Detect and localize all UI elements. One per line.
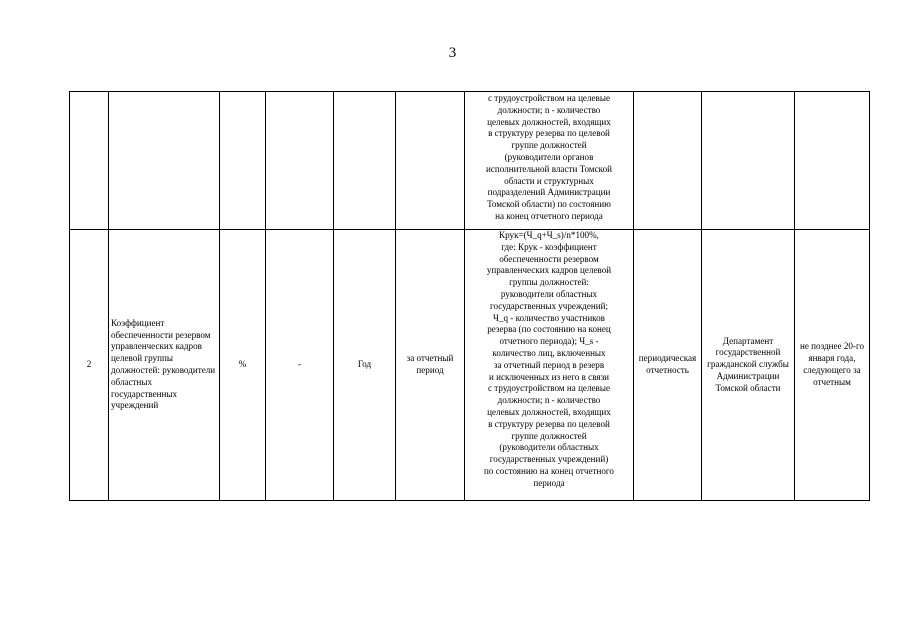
indicator-name-cell — [109, 92, 220, 230]
responsible-cell: Департамент государственной гражданской службы Администрации Томской области — [702, 230, 795, 501]
unit-cell — [220, 92, 266, 230]
periodicity-cell: Год — [334, 230, 396, 501]
table-row — [70, 92, 870, 230]
basic-value-cell — [266, 92, 334, 230]
row-number-cell — [70, 92, 109, 230]
row-number-cell: 2 — [70, 230, 109, 501]
responsible-cell — [702, 92, 795, 230]
calc-period-cell — [396, 92, 465, 230]
deadline-cell — [795, 92, 870, 230]
calculation-description-cell: с трудоустройством на целевые должности; n - количество целевых должностей, входящих в структуру резерва по целевой группе должностей (руководители органов исполнительной власти Томской области и структурных подразделений Администрации Томской области) по состоянию на конец отчетного периода — [465, 92, 634, 230]
collection-method-cell — [634, 92, 702, 230]
indicator-name-cell: Коэффициент обеспеченности резервом управленческих кадров целевой группы должностей: руководители областных государственных учреждений — [109, 230, 220, 501]
deadline-cell: не позднее 20-го января года, следующего за отчетным — [795, 230, 870, 501]
page-number: 3 — [448, 45, 457, 61]
calculation-description-cell: Крук=(Ч_q+Ч_s)/n*100%, где: Крук - коэффициент обеспеченности резервом управленческих кадров целевой группы должностей: руководители областных государственных учреждений; Ч_q - количество участников резерва (по состоянию на конец отчетного периода); Ч_s - количество лиц, включенных за отчетный период в резерв и исключенных из него в связи с трудоустройством на целевые должности; n - количество целевых должностей, входящих в структуру резерва по целевой группе должностей (руководители областных государственных учреждений) по состоянию на конец отчетного периода — [465, 230, 634, 501]
periodicity-cell — [334, 92, 396, 230]
table-row — [70, 230, 870, 501]
basic-value-cell: - — [266, 230, 334, 501]
unit-cell: % — [220, 230, 266, 501]
collection-method-cell: периодическая отчетность — [634, 230, 702, 501]
indicators-table — [69, 91, 870, 501]
calc-period-cell: за отчетный период — [396, 230, 465, 501]
